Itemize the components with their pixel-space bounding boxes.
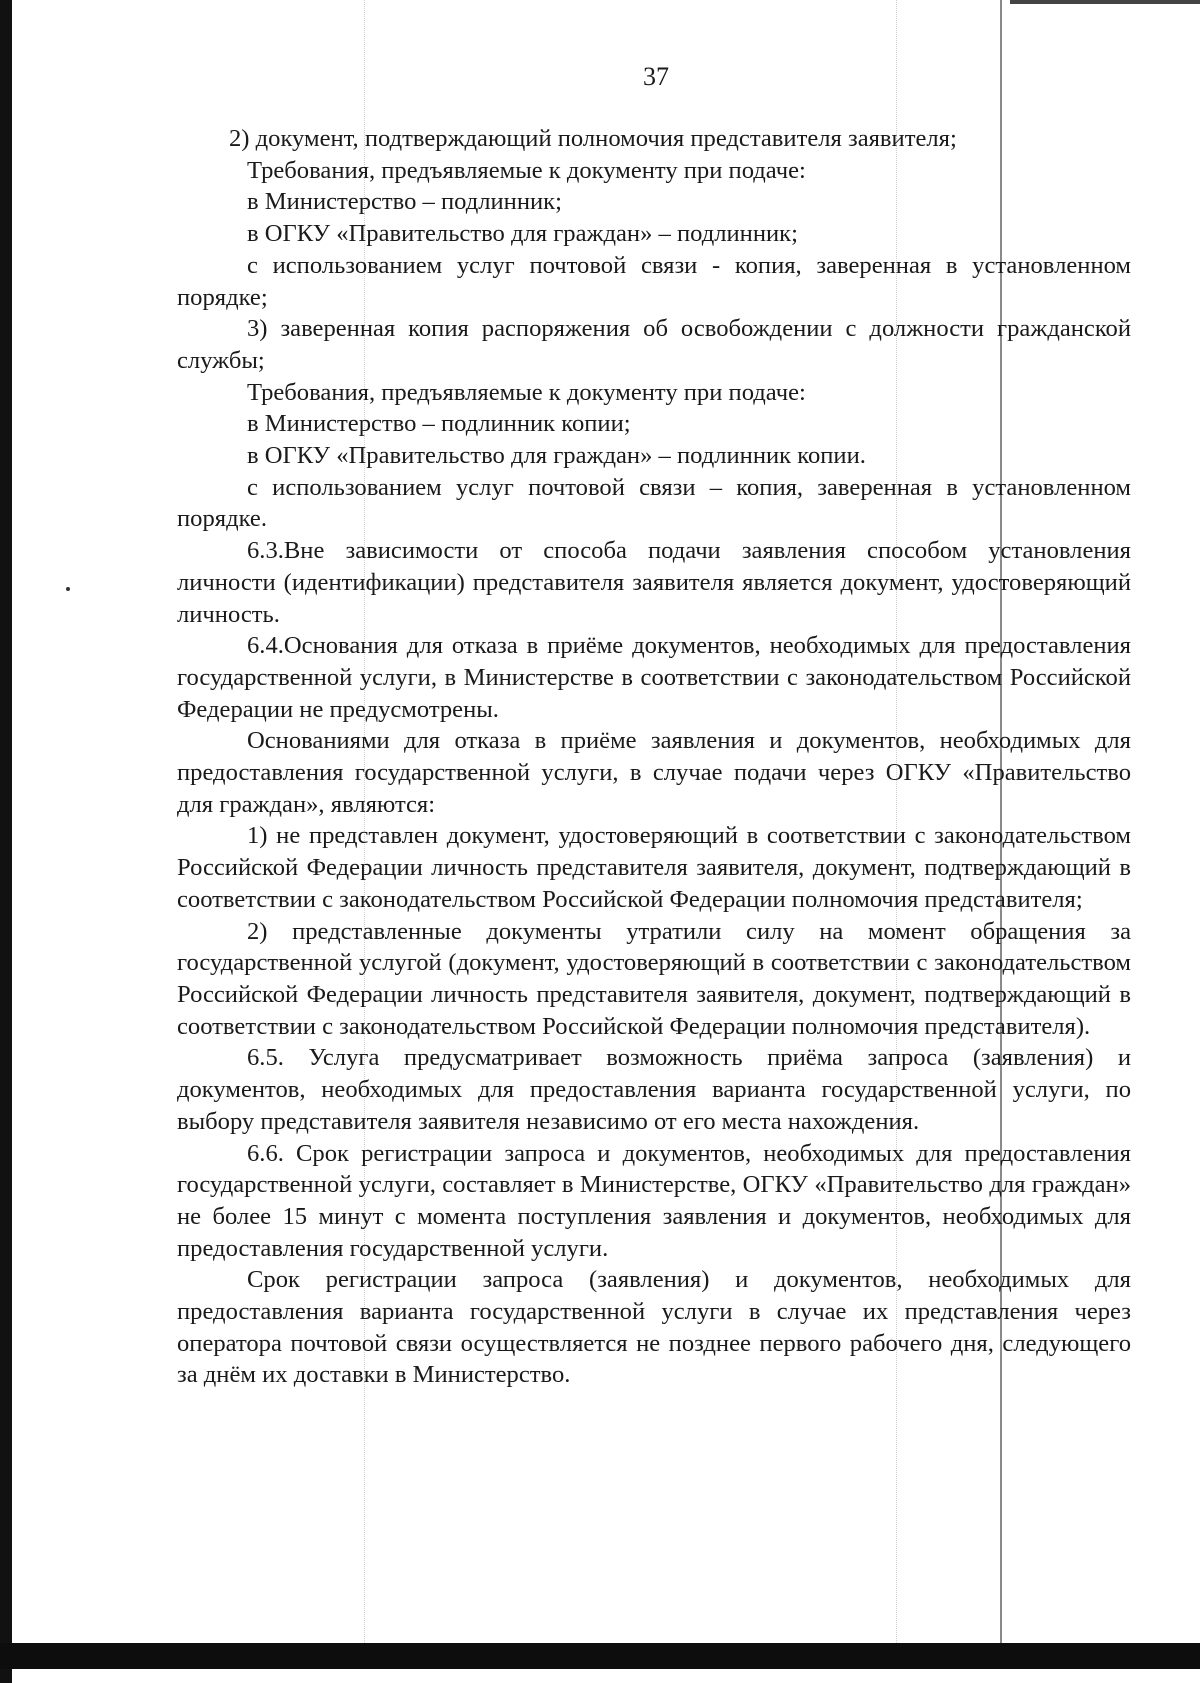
paragraph: Требования, предъявляемые к документу при подаче:	[247, 156, 806, 184]
paragraph: 6.6. Срок регистрации запроса и документов, необходимых для предоставления государственной услуги, составляет в Министерстве, ОГКУ «Правительство для граждан» не более 15 минут с момента поступления заявления и документов, необходимых для предоставления государственной услуги.	[177, 1139, 1131, 1262]
paragraph: в ОГКУ «Правительство для граждан» – подлинник;	[247, 220, 798, 248]
paragraph: Основаниями для отказа в приёме заявления и документов, необходимых для предоставления государственной услуги, в случае подачи через ОГКУ «Правительство для граждан», являются:	[177, 727, 1131, 818]
paragraph: с использованием услуг почтовой связи - копия, заверенная в установленном порядке;	[177, 251, 1131, 311]
scan-bottom-edge	[0, 1643, 1200, 1669]
paragraph: 1) не представлен документ, удостоверяющий в соответствии с законодательством Российской Федерации личность представителя заявителя, документ, подтверждающий в соответствии с законодательством Российской Федерации полномочия представителя;	[177, 822, 1131, 913]
paragraph: в ОГКУ «Правительство для граждан» – подлинник копии.	[247, 442, 866, 470]
paragraph: в Министерство – подлинник;	[247, 188, 562, 216]
document-body	[177, 123, 1131, 1391]
paragraph: 6.3.Вне зависимости от способа подачи заявления способом установления личности (идентификации) представителя заявителя является документ, удостоверяющий личность.	[177, 537, 1131, 628]
scan-top-edge-mark	[1010, 0, 1200, 4]
paragraph: в Министерство – подлинник копии;	[247, 410, 631, 438]
paragraph: Требования, предъявляемые к документу при подаче:	[247, 378, 806, 406]
paragraph: Срок регистрации запроса (заявления) и документов, необходимых для предоставления варианта государственной услуги в случае их представления через оператора почтовой связи осуществляется не позднее первого рабочего дня, следующего за днём их доставки в Министерство.	[177, 1266, 1131, 1389]
paragraph: с использованием услуг почтовой связи – копия, заверенная в установленном порядке.	[177, 473, 1131, 533]
paragraph: 2) представленные документы утратили силу на момент обращения за государственной услугой (документ, удостоверяющий в соответствии с законодательством Российской Федерации личность представителя заявителя, документ, подтверждающий в соответствии с законодательством Российской Федерации полномочия представителя).	[177, 917, 1131, 1040]
scan-left-edge	[0, 0, 12, 1683]
scan-dust-mark	[66, 587, 70, 591]
paragraph: 3) заверенная копия распоряжения об освобождении с должности гражданской службы;	[177, 315, 1131, 374]
paragraph: 6.4.Основания для отказа в приёме документов, необходимых для предоставления государственной услуги, в Министерстве в соответствии с законодательством Российской Федерации не предусмотрены.	[177, 632, 1131, 723]
page-number: 37	[643, 62, 669, 91]
paragraph: 6.5. Услуга предусматривает возможность приёма запроса (заявления) и документов, необходимых для предоставления варианта государственной услуги, по выбору представителя заявителя независимо от его места нахождения.	[177, 1044, 1131, 1135]
paragraph: 2) документ, подтверждающий полномочия представителя заявителя;	[229, 125, 957, 152]
